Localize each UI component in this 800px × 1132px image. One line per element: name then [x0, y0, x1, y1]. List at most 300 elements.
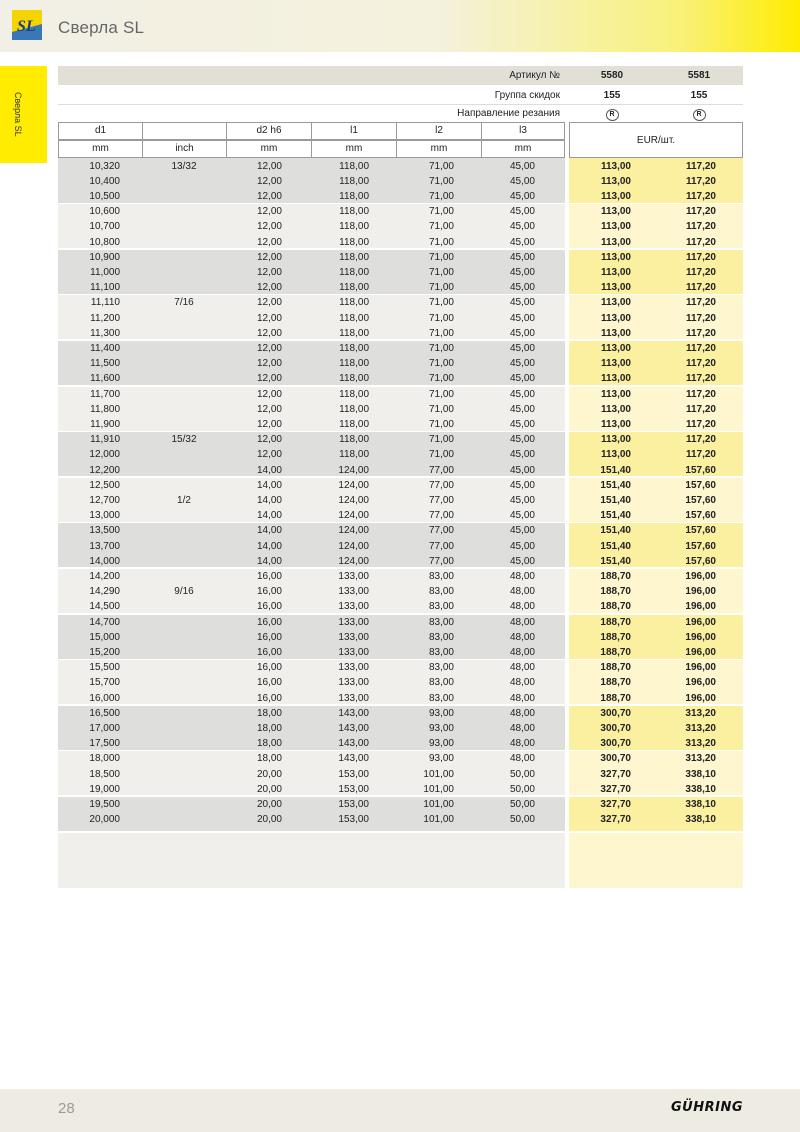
cell-inch: 7/16: [174, 297, 194, 309]
cell-d2: 20,00: [256, 814, 282, 826]
cell-l3: 45,00: [509, 236, 535, 248]
cell-l3: 45,00: [509, 358, 535, 370]
cell-l1: 143,00: [338, 753, 369, 765]
table-row: [58, 782, 743, 797]
cell-price-5581: 117,20: [685, 312, 716, 324]
cell-l3: 45,00: [509, 388, 535, 400]
cell-l1: 124,00: [338, 494, 369, 506]
cell-price-5581: 157,60: [685, 510, 716, 522]
cell-l3: 45,00: [509, 434, 535, 446]
cell-d1: 10,600: [89, 206, 120, 218]
table-row: [58, 706, 743, 721]
cell-price-5580: 300,70: [600, 722, 631, 734]
header-l2: l2: [396, 122, 482, 140]
cell-d2: 12,00: [256, 342, 282, 354]
table-row: [58, 554, 743, 569]
cell-d2: 12,00: [256, 434, 282, 446]
cell-price-5581: 157,60: [685, 555, 716, 567]
cutting-direction-row: [58, 104, 743, 123]
cell-d1: 16,500: [89, 707, 120, 719]
cell-price-5581: 117,20: [685, 403, 716, 415]
table-row: [58, 387, 743, 402]
cell-l2: 71,00: [428, 282, 454, 294]
cell-price-5581: 117,20: [685, 449, 716, 461]
cell-d2: 12,00: [256, 373, 282, 385]
cell-l2: 77,00: [428, 479, 454, 491]
cell-price-5581: 196,00: [685, 601, 716, 613]
cell-d2: 14,00: [256, 540, 282, 552]
cell-price-5581: 157,60: [685, 540, 716, 552]
cell-price-5581: 157,60: [685, 494, 716, 506]
cell-price-5580: 113,00: [600, 251, 631, 263]
cell-l3: 45,00: [509, 282, 535, 294]
cell-d1: 17,500: [89, 738, 120, 750]
cell-l3: 45,00: [509, 418, 535, 430]
table-row: [58, 189, 743, 204]
cell-l3: 45,00: [509, 327, 535, 339]
unit-l2: mm: [396, 140, 482, 158]
cell-l1: 124,00: [338, 555, 369, 567]
cell-d1: 20,000: [89, 814, 120, 826]
cell-price-5580: 188,70: [600, 616, 631, 628]
cell-price-5580: 188,70: [600, 601, 631, 613]
cell-d2: 12,00: [256, 297, 282, 309]
cell-l3: 45,00: [509, 312, 535, 324]
cutting-direction-label: Направление резания: [457, 108, 560, 119]
cell-l3: 48,00: [509, 601, 535, 613]
cell-d1: 12,500: [89, 479, 120, 491]
sl-logo-icon: [12, 10, 42, 40]
cell-l2: 83,00: [428, 570, 454, 582]
cell-d2: 18,00: [256, 738, 282, 750]
cell-price-5580: 113,00: [600, 160, 631, 172]
cell-d2: 16,00: [256, 586, 282, 598]
cell-d2: 12,00: [256, 327, 282, 339]
cell-d2: 16,00: [256, 616, 282, 628]
cell-l3: 45,00: [509, 221, 535, 233]
cell-l1: 118,00: [339, 236, 369, 248]
table-row: [58, 356, 743, 371]
cell-l1: 118,00: [339, 251, 369, 263]
cell-inch: 9/16: [174, 586, 194, 598]
cell-l3: 45,00: [509, 342, 535, 354]
unit-l3: mm: [481, 140, 565, 158]
cell-price-5580: 151,40: [600, 464, 631, 476]
article-number-1: 5580: [600, 70, 624, 81]
cell-price-5580: 113,00: [600, 449, 631, 461]
page-footer: [0, 1089, 800, 1132]
cell-l2: 83,00: [428, 616, 454, 628]
right-hand-rotation-icon: R: [606, 109, 619, 121]
table-row: [58, 736, 743, 751]
cell-d1: 13,500: [89, 525, 120, 537]
cell-price-5581: 196,00: [685, 662, 716, 674]
table-row: [58, 265, 743, 280]
cell-d2: 16,00: [256, 601, 282, 613]
cell-d1: 11,100: [90, 282, 120, 294]
empty-table-block: [58, 833, 565, 888]
cell-d1: 11,000: [90, 266, 120, 278]
cell-price-5580: 327,70: [600, 768, 631, 780]
column-header: [58, 122, 565, 158]
cell-price-5581: 117,20: [685, 327, 716, 339]
cell-d2: 12,00: [256, 190, 282, 202]
cell-l2: 71,00: [428, 175, 454, 187]
cell-l3: 48,00: [509, 677, 535, 689]
cell-price-5581: 117,20: [685, 190, 716, 202]
cell-l3: 48,00: [509, 631, 535, 643]
cell-l2: 71,00: [428, 418, 454, 430]
cell-d2: 12,00: [256, 160, 282, 172]
cell-d1: 14,290: [89, 586, 120, 598]
table-row: [58, 675, 743, 690]
cell-l2: 71,00: [428, 251, 454, 263]
empty-price-block: [569, 833, 743, 888]
cell-d1: 15,500: [89, 662, 120, 674]
cell-l1: 118,00: [339, 373, 369, 385]
cell-price-5580: 188,70: [600, 586, 631, 598]
cell-d2: 18,00: [256, 707, 282, 719]
article-number-2: 5581: [687, 70, 711, 81]
cell-price-5580: 113,00: [600, 282, 631, 294]
table-row: [58, 584, 743, 599]
cell-l3: 45,00: [509, 266, 535, 278]
cell-d2: 14,00: [256, 525, 282, 537]
cell-l3: 45,00: [509, 190, 535, 202]
cell-d2: 16,00: [256, 692, 282, 704]
table-row: [58, 508, 743, 523]
cell-d1: 11,700: [90, 388, 120, 400]
header-l1: l1: [311, 122, 397, 140]
cell-price-5581: 157,60: [685, 464, 716, 476]
cell-price-5580: 188,70: [600, 570, 631, 582]
cell-d2: 12,00: [256, 175, 282, 187]
table-row: [58, 599, 743, 614]
cell-d2: 16,00: [256, 570, 282, 582]
cell-l1: 143,00: [338, 722, 369, 734]
cell-l3: 45,00: [509, 494, 535, 506]
cell-d1: 10,400: [89, 175, 120, 187]
cell-d2: 12,00: [256, 221, 282, 233]
table-row: [58, 812, 743, 827]
cell-l2: 71,00: [428, 221, 454, 233]
cell-l1: 118,00: [339, 190, 369, 202]
cell-d2: 12,00: [256, 206, 282, 218]
cell-l2: 93,00: [428, 707, 454, 719]
cell-l3: 48,00: [509, 692, 535, 704]
cell-price-5581: 338,10: [685, 783, 716, 795]
cell-price-5580: 300,70: [600, 753, 631, 765]
article-label: Артикул №: [509, 70, 560, 81]
table-row: [58, 159, 743, 174]
cell-price-5581: 196,00: [685, 570, 716, 582]
cell-d2: 20,00: [256, 783, 282, 795]
table-row: [58, 645, 743, 660]
cell-price-5581: 117,20: [685, 221, 716, 233]
cell-d2: 20,00: [256, 768, 282, 780]
cell-l1: 118,00: [339, 403, 369, 415]
table-row: [58, 660, 743, 675]
table-row: [58, 295, 743, 310]
cell-l2: 71,00: [428, 160, 454, 172]
table-row: [58, 326, 743, 341]
cell-d2: 14,00: [256, 494, 282, 506]
cell-l2: 71,00: [428, 312, 454, 324]
cell-price-5580: 113,00: [600, 434, 631, 446]
cell-l2: 101,00: [423, 798, 454, 810]
header-d2: d2 h6: [226, 122, 312, 140]
cell-price-5581: 196,00: [685, 631, 716, 643]
cell-l1: 133,00: [338, 692, 369, 704]
cell-price-5581: 157,60: [685, 479, 716, 491]
cell-l3: 50,00: [509, 783, 535, 795]
cell-l1: 133,00: [338, 677, 369, 689]
cell-l3: 45,00: [509, 373, 535, 385]
cell-l2: 71,00: [428, 236, 454, 248]
table-row: [58, 493, 743, 508]
cell-price-5581: 117,20: [685, 342, 716, 354]
header-inch-blank: [142, 122, 227, 140]
cell-price-5581: 117,20: [685, 206, 716, 218]
cell-price-5580: 113,00: [600, 206, 631, 218]
page-header: [0, 0, 800, 52]
cell-price-5581: 117,20: [685, 266, 716, 278]
cell-l1: 133,00: [338, 586, 369, 598]
cell-l2: 101,00: [423, 783, 454, 795]
cell-price-5581: 196,00: [685, 646, 716, 658]
cell-l1: 153,00: [338, 798, 369, 810]
table-row: [58, 402, 743, 417]
side-tab-label: Сверла SL: [13, 92, 23, 137]
cell-price-5580: 113,00: [600, 266, 631, 278]
cell-d1: 11,400: [90, 342, 120, 354]
cell-l3: 48,00: [509, 662, 535, 674]
unit-d1: mm: [58, 140, 143, 158]
cell-l2: 83,00: [428, 646, 454, 658]
cell-l1: 118,00: [339, 388, 369, 400]
cell-d1: 10,800: [89, 236, 120, 248]
cell-l2: 93,00: [428, 722, 454, 734]
cell-d2: 16,00: [256, 646, 282, 658]
cell-l1: 118,00: [339, 327, 369, 339]
cell-l2: 71,00: [428, 297, 454, 309]
cell-l1: 133,00: [338, 631, 369, 643]
cell-price-5580: 188,70: [600, 692, 631, 704]
cell-price-5581: 117,20: [685, 236, 716, 248]
cell-l1: 133,00: [338, 616, 369, 628]
cell-l1: 143,00: [338, 738, 369, 750]
cell-l2: 83,00: [428, 677, 454, 689]
cell-d1: 10,700: [89, 221, 120, 233]
cell-d2: 16,00: [256, 677, 282, 689]
cell-l2: 71,00: [428, 206, 454, 218]
cell-l3: 45,00: [509, 555, 535, 567]
cell-l3: 50,00: [509, 798, 535, 810]
cell-price-5581: 313,20: [685, 722, 716, 734]
cell-l1: 118,00: [339, 160, 369, 172]
cell-d1: 14,700: [89, 616, 120, 628]
cell-price-5581: 117,20: [685, 175, 716, 187]
cell-l2: 77,00: [428, 555, 454, 567]
cell-inch: 13/32: [171, 160, 197, 172]
cell-l3: 48,00: [509, 570, 535, 582]
cell-l1: 153,00: [338, 783, 369, 795]
cell-l3: 45,00: [509, 479, 535, 491]
page-number: 28: [58, 1100, 75, 1117]
cell-d2: 12,00: [256, 388, 282, 400]
cell-price-5580: 151,40: [600, 540, 631, 552]
cell-l2: 83,00: [428, 692, 454, 704]
cell-l2: 71,00: [428, 449, 454, 461]
cell-price-5581: 117,20: [685, 418, 716, 430]
cell-price-5580: 151,40: [600, 479, 631, 491]
header-d1: d1: [58, 122, 143, 140]
discount-group-2: 155: [690, 90, 708, 101]
cell-l2: 83,00: [428, 631, 454, 643]
cell-price-5581: 196,00: [685, 616, 716, 628]
cell-l1: 124,00: [338, 525, 369, 537]
cell-price-5580: 327,70: [600, 798, 631, 810]
cell-d2: 12,00: [256, 266, 282, 278]
cell-d2: 18,00: [256, 722, 282, 734]
cell-inch: 1/2: [177, 494, 191, 506]
cell-l3: 45,00: [509, 525, 535, 537]
table-row: [58, 432, 743, 447]
table-row: [58, 204, 743, 219]
cell-l1: 124,00: [338, 479, 369, 491]
table-row: [58, 767, 743, 782]
cell-d1: 12,700: [89, 494, 120, 506]
cell-d1: 13,700: [89, 540, 120, 552]
cell-l3: 48,00: [509, 586, 535, 598]
cell-l1: 133,00: [338, 570, 369, 582]
cell-l2: 77,00: [428, 510, 454, 522]
cell-l2: 71,00: [428, 373, 454, 385]
cell-l1: 124,00: [338, 510, 369, 522]
table-row: [58, 797, 743, 812]
cell-d2: 12,00: [256, 312, 282, 324]
cell-price-5581: 313,20: [685, 707, 716, 719]
table-row: [58, 371, 743, 386]
table-row: [58, 250, 743, 265]
cell-l1: 118,00: [339, 221, 369, 233]
cell-inch: 15/32: [171, 434, 197, 446]
cell-d2: 12,00: [256, 358, 282, 370]
cell-l3: 45,00: [509, 510, 535, 522]
cell-d1: 16,000: [89, 692, 120, 704]
cell-l3: 45,00: [509, 464, 535, 476]
cell-price-5581: 117,20: [685, 373, 716, 385]
discount-label: Группа скидок: [494, 90, 560, 101]
cell-d1: 19,000: [89, 783, 120, 795]
cell-l2: 101,00: [423, 768, 454, 780]
cell-price-5581: 157,60: [685, 525, 716, 537]
cell-price-5580: 113,00: [600, 388, 631, 400]
discount-group-1: 155: [603, 90, 621, 101]
cell-d1: 17,000: [89, 722, 120, 734]
cell-d1: 12,200: [89, 464, 120, 476]
table-row: [58, 691, 743, 706]
unit-l1: mm: [311, 140, 397, 158]
cell-price-5580: 113,00: [600, 358, 631, 370]
cell-l3: 48,00: [509, 753, 535, 765]
cell-l2: 77,00: [428, 494, 454, 506]
table-row: [58, 751, 743, 766]
cell-d2: 18,00: [256, 753, 282, 765]
cell-d1: 10,900: [89, 251, 120, 263]
table-row: [58, 447, 743, 462]
cell-l1: 124,00: [338, 464, 369, 476]
cell-price-5580: 113,00: [600, 312, 631, 324]
cell-price-5581: 117,20: [685, 388, 716, 400]
cell-price-5580: 113,00: [600, 327, 631, 339]
cell-l1: 133,00: [338, 662, 369, 674]
cell-d2: 12,00: [256, 251, 282, 263]
cell-price-5580: 151,40: [600, 510, 631, 522]
cell-l2: 93,00: [428, 753, 454, 765]
cell-d1: 19,500: [89, 798, 120, 810]
cell-d2: 20,00: [256, 798, 282, 810]
cell-l2: 83,00: [428, 586, 454, 598]
cell-d2: 16,00: [256, 631, 282, 643]
cell-l2: 101,00: [423, 814, 454, 826]
svg-text:SL: SL: [17, 18, 36, 35]
table-row: [58, 417, 743, 432]
cell-l3: 48,00: [509, 616, 535, 628]
cell-price-5580: 113,00: [600, 175, 631, 187]
table-row: [58, 174, 743, 189]
cell-d1: 11,910: [90, 434, 120, 446]
cell-l2: 71,00: [428, 388, 454, 400]
table-row: [58, 630, 743, 645]
cell-d1: 18,500: [89, 768, 120, 780]
cell-price-5580: 300,70: [600, 707, 631, 719]
table-row: [58, 463, 743, 478]
cell-l3: 48,00: [509, 707, 535, 719]
table-row: [58, 235, 743, 250]
cell-d1: 11,110: [90, 297, 120, 309]
cell-l1: 118,00: [339, 358, 369, 370]
cell-l1: 133,00: [338, 601, 369, 613]
cell-d2: 12,00: [256, 236, 282, 248]
cell-price-5581: 196,00: [685, 692, 716, 704]
cell-l2: 77,00: [428, 540, 454, 552]
cell-l1: 133,00: [338, 646, 369, 658]
header-l3: l3: [481, 122, 565, 140]
cell-price-5581: 117,20: [685, 358, 716, 370]
cell-price-5581: 338,10: [685, 814, 716, 826]
cell-d1: 11,800: [90, 403, 120, 415]
table-row: [58, 478, 743, 493]
cell-l2: 83,00: [428, 662, 454, 674]
cell-l2: 83,00: [428, 601, 454, 613]
cell-l3: 50,00: [509, 814, 535, 826]
cell-l3: 48,00: [509, 646, 535, 658]
cell-l1: 153,00: [338, 768, 369, 780]
cell-price-5580: 188,70: [600, 677, 631, 689]
cell-l3: 45,00: [509, 160, 535, 172]
table-row: [58, 539, 743, 554]
unit-inch: inch: [142, 140, 227, 158]
article-row: [58, 66, 743, 85]
cell-l3: 50,00: [509, 768, 535, 780]
cell-price-5580: 300,70: [600, 738, 631, 750]
cell-d2: 14,00: [256, 479, 282, 491]
cell-price-5581: 338,10: [685, 798, 716, 810]
cell-d1: 11,500: [90, 358, 120, 370]
cell-price-5580: 151,40: [600, 494, 631, 506]
cell-d1: 14,500: [89, 601, 120, 613]
